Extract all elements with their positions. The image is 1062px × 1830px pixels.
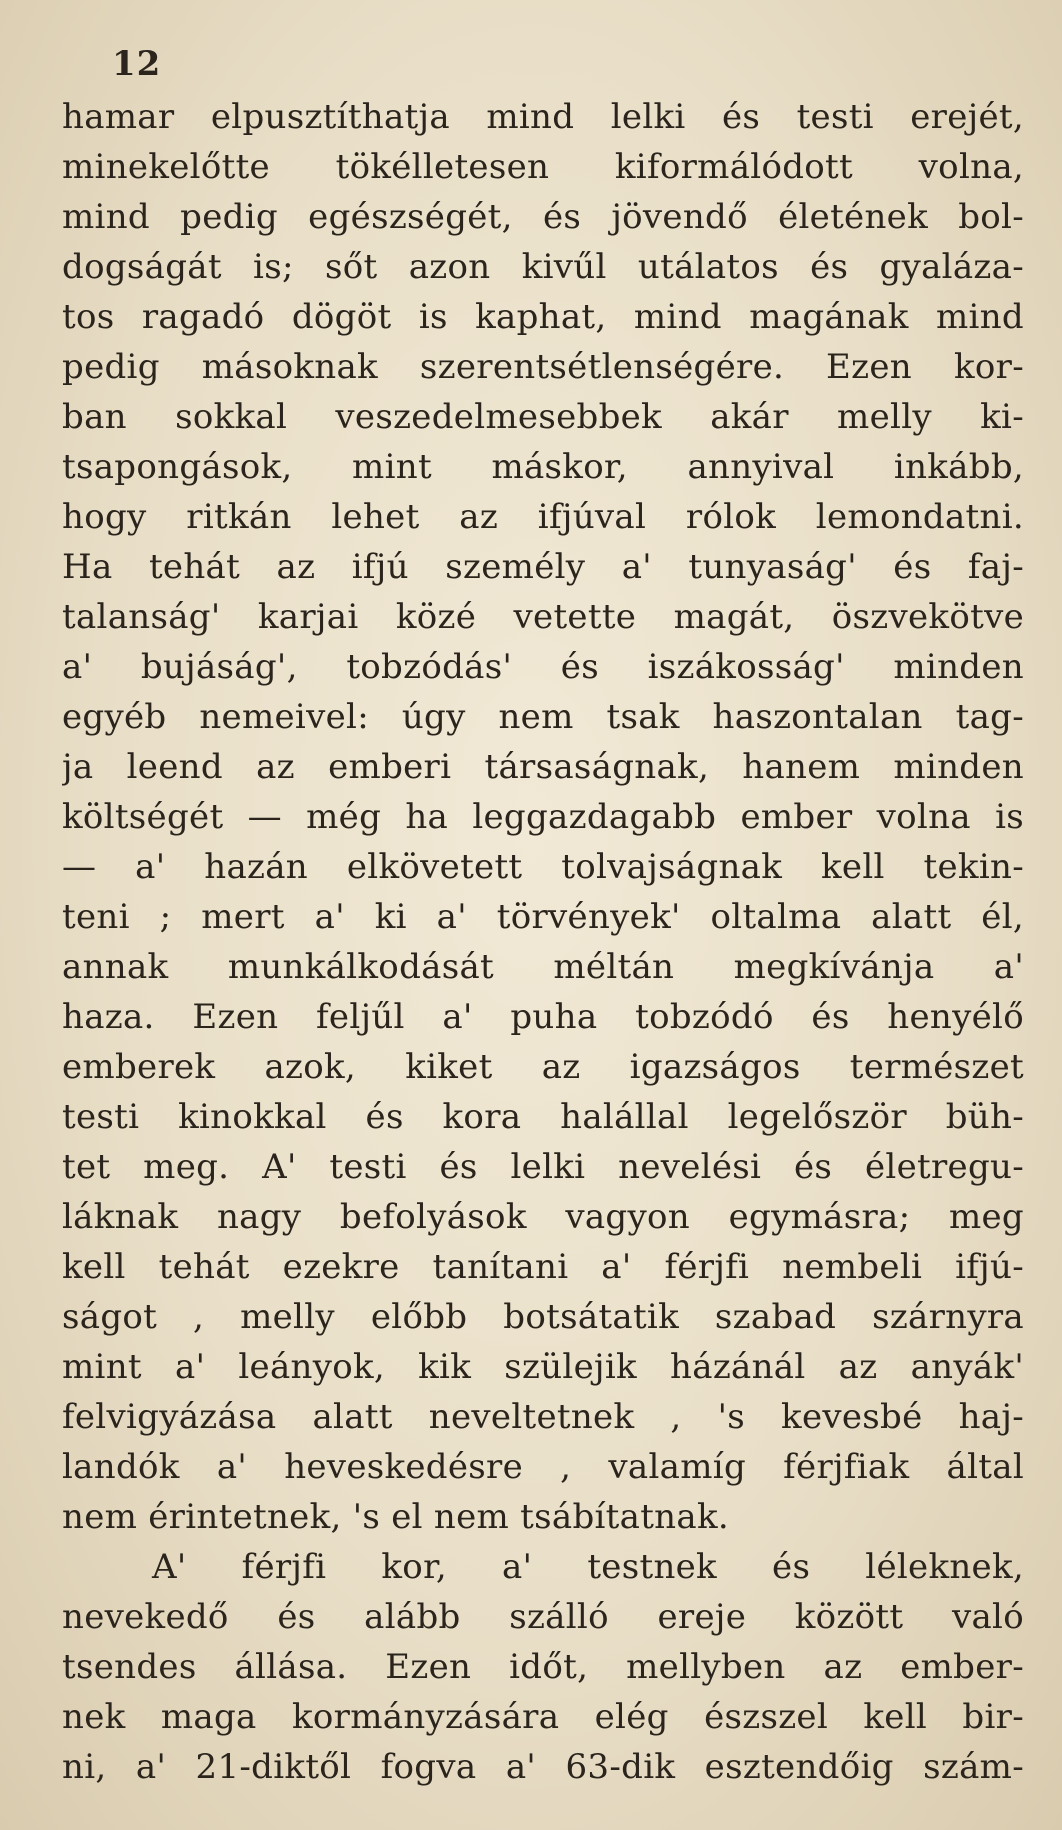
text-line: mint a' leányok, kik szülejik házánál az anyák' [62, 1347, 1024, 1387]
text-line: haza. Ezen feljűl a' puha tobzódó és henyélő [62, 997, 1024, 1037]
text-line: teni ; mert a' ki a' törvények' oltalma alatt él, [62, 897, 1024, 937]
paragraph-end-line: nem érintetnek, 's el nem tsábítatnak. [62, 1497, 729, 1537]
text-line: láknak nagy befolyások vagyon egymásra; meg [62, 1197, 1024, 1237]
text-line: ja leend az emberi társaságnak, hanem minden [62, 747, 1024, 787]
text-line: dogságát is; sőt azon kivűl utálatos és gyaláza- [62, 247, 1024, 287]
text-line: mind pedig egészségét, és jövendő életének bol- [62, 197, 1024, 237]
text-line: talanság' karjai közé vetette magát, öszvekötve [62, 597, 1024, 637]
text-line: tet meg. A' testi és lelki nevelési és életregu- [62, 1147, 1024, 1187]
text-line: Ha tehát az ifjú személy a' tunyaság' és faj- [62, 547, 1024, 587]
text-line: annak munkálkodását méltán megkívánja a' [62, 947, 1024, 987]
text-line: egyéb nemeivel: úgy nem tsak haszontalan tag- [62, 697, 1024, 737]
text-line: költségét — még ha leggazdagabb ember volna is [62, 797, 1024, 837]
text-line: tos ragadó dögöt is kaphat, mind magának mind [62, 297, 1024, 337]
page-number: 12 [112, 44, 162, 84]
text-line: pedig másoknak szerentsétlenségére. Ezen kor- [62, 347, 1024, 387]
text-line: landók a' heveskedésre , valamíg férjfiak által [62, 1447, 1024, 1487]
text-line: ságot , melly előbb botsátatik szabad szárnyra [62, 1297, 1024, 1337]
text-line: testi kinokkal és kora halállal legelőször büh- [62, 1097, 1024, 1137]
text-line: hamar elpusztíthatja mind lelki és testi erejét, [62, 97, 1024, 137]
text-line: tsapongások, mint máskor, annyival inkább, [62, 447, 1024, 487]
text-line: emberek azok, kiket az igazságos természet [62, 1047, 1024, 1087]
text-line: — a' hazán elkövetett tolvajságnak kell tekin- [62, 847, 1024, 887]
text-line: nevekedő és alább szálló ereje között való [62, 1597, 1024, 1637]
paragraph-start-line: A' férjfi kor, a' testnek és léleknek, [152, 1547, 1024, 1587]
text-line: ban sokkal veszedelmesebbek akár melly ki- [62, 397, 1024, 437]
text-line: tsendes állása. Ezen időt, mellyben az ember- [62, 1647, 1024, 1687]
text-line: nek maga kormányzására elég észszel kell bir- [62, 1697, 1024, 1737]
text-line: hogy ritkán lehet az ifjúval rólok lemondatni. [62, 497, 1024, 537]
body-text [62, 92, 1024, 1792]
text-line: kell tehát ezekre tanítani a' férjfi nembeli ifjú- [62, 1247, 1024, 1287]
text-line: minekelőtte tökélletesen kiformálódott volna, [62, 147, 1024, 187]
text-line: felvigyázása alatt neveltetnek , 's kevesbé haj- [62, 1397, 1024, 1437]
text-line: a' bujáság', tobzódás' és iszákosság' minden [62, 647, 1024, 687]
text-line: ni, a' 21-diktől fogva a' 63-dik esztendőig szám- [62, 1747, 1024, 1787]
